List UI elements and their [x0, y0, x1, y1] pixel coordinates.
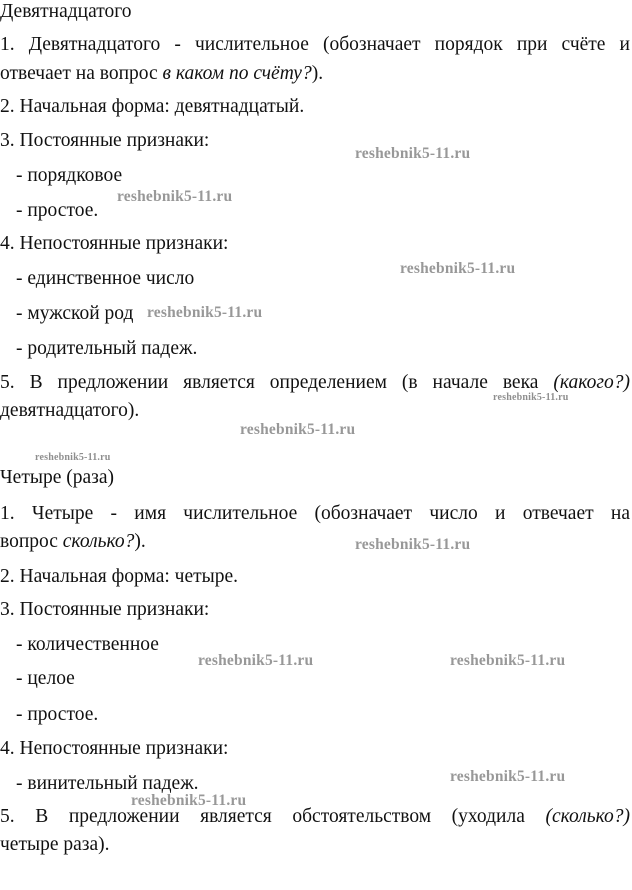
- section-title: Четыре (раза): [0, 467, 114, 488]
- text-span: ).: [127, 400, 140, 421]
- watermark: reshebnik5-11.ru: [198, 652, 314, 669]
- list-item: - мужской род: [16, 303, 134, 324]
- question-emphasis: сколько?: [62, 531, 135, 552]
- paragraph-line: [0, 805, 630, 829]
- list-item: - количественное: [16, 634, 159, 655]
- watermark: reshebnik5-11.ru: [147, 304, 263, 321]
- paragraph-line: 1. Девятнадцатого - числительное (обозначает порядок при счёте и: [0, 34, 630, 55]
- paragraph-line: 3. Постоянные признаки:: [0, 130, 210, 151]
- watermark: reshebnik5-11.ru: [400, 260, 516, 277]
- list-item: - простое.: [16, 200, 99, 221]
- paragraph-line: [0, 833, 632, 857]
- watermark: reshebnik5-11.ru: [355, 536, 471, 553]
- question-emphasis: (сколько?): [545, 806, 630, 827]
- text-span: 5. В предложении является определением (в начале века: [0, 372, 554, 393]
- list-item: - винительный падеж.: [16, 773, 199, 794]
- list-item: - родительный падеж.: [16, 338, 198, 359]
- watermark: reshebnik5-11.ru: [450, 652, 566, 669]
- text-span: девятнадцатого: [0, 400, 128, 421]
- question-emphasis: (какого?): [553, 372, 630, 393]
- paragraph-line: [0, 62, 632, 86]
- watermark: reshebnik5-11.ru: [240, 421, 356, 438]
- text-span: ).: [134, 531, 146, 552]
- text-span: 5. В предложении является обстоятельством (уходила: [0, 806, 546, 827]
- watermark: reshebnik5-11.ru: [131, 792, 247, 809]
- section-title: Девятнадцатого: [0, 1, 132, 22]
- text-span: ).: [311, 63, 324, 84]
- list-item: - порядковое: [16, 165, 123, 186]
- watermark: reshebnik5-11.ru: [35, 452, 111, 463]
- paragraph-line: 4. Непостоянные признаки:: [0, 233, 229, 254]
- watermark: reshebnik5-11.ru: [355, 145, 471, 162]
- watermark: reshebnik5-11.ru: [117, 188, 233, 205]
- paragraph-line: 2. Начальная форма: девятнадцатый.: [0, 96, 305, 117]
- paragraph-line: 3. Постоянные признаки:: [0, 599, 210, 620]
- paragraph-line: 1. Четыре - имя числительное (обозначает число и отвечает на: [0, 503, 630, 524]
- list-item: - единственное число: [16, 268, 195, 289]
- paragraph-line: [0, 530, 632, 554]
- paragraph-line: 2. Начальная форма: четыре.: [0, 566, 239, 587]
- list-item: - простое.: [16, 704, 99, 725]
- text-span: четыре раза: [0, 834, 99, 855]
- text-span: ).: [98, 834, 110, 855]
- text-span: отвечает на вопрос: [0, 63, 163, 84]
- text-span: вопрос: [0, 531, 63, 552]
- watermark: reshebnik5-11.ru: [450, 768, 566, 785]
- paragraph-line: 4. Непостоянные признаки:: [0, 738, 229, 759]
- list-item: - целое: [16, 668, 75, 689]
- question-emphasis: в каком по счёту?: [162, 63, 312, 84]
- watermark: reshebnik5-11.ru: [493, 392, 569, 403]
